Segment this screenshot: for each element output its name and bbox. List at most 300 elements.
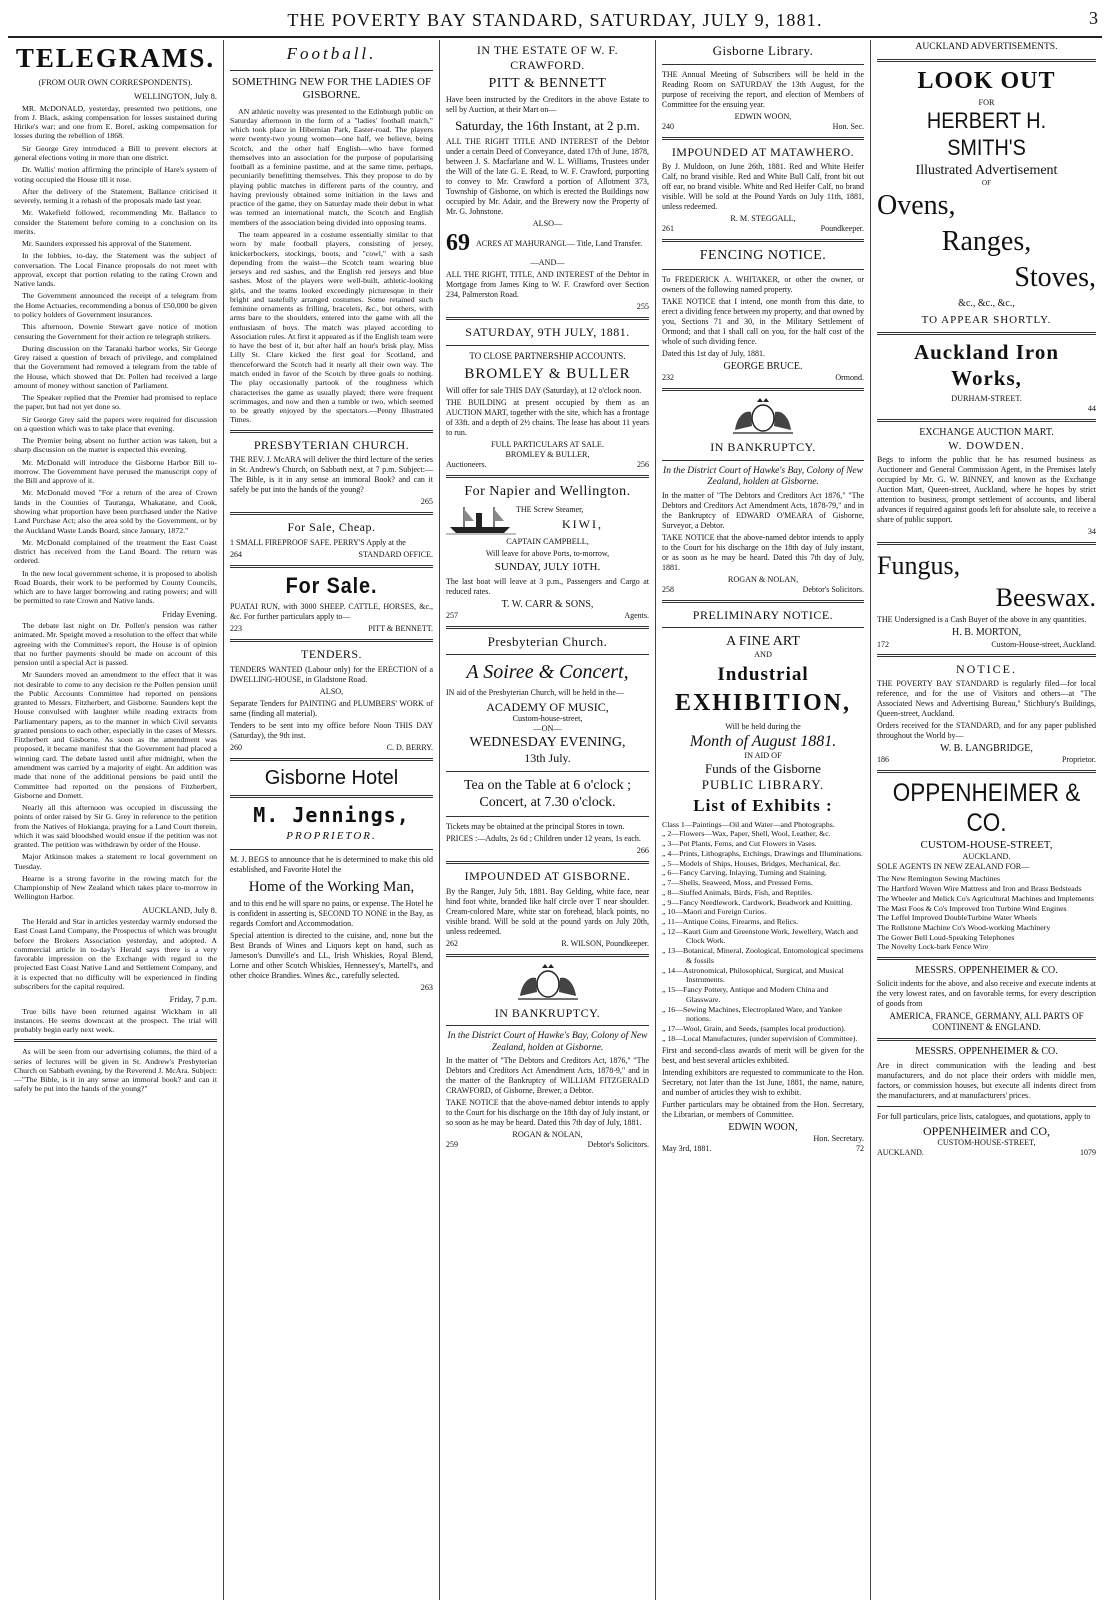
notice-footer [877,755,1096,765]
exhibition-sign: EDWIN WOON, [728,1121,798,1133]
divider [877,957,1096,960]
impound-gisborne-body: By the Ranger, July 5th, 1881. Bay Gelding, white face, near hind foot white, branded like half circle over T near shoulder. Cream-colored Mare, white star on forehead, black points, no visible brand. Will be sold at the pound yards on July 20th, unless redeemed. [446,886,649,936]
ad-ref: 261 [662,224,674,234]
estate-acres [446,229,649,258]
fungus-name: H. B. MORTON, [952,627,1021,639]
soiree-body: IN aid of the Presbyterian Church, will be held in the— [446,687,624,697]
divider [446,317,649,320]
telegram-paras-4 [14,1007,217,1035]
smith-illus: Illustrated Advertisement [915,162,1058,178]
impound-role: Poundkeeper. [820,224,864,234]
paragraph: AN athletic novelty was presented to the Edinburgh public on Saturday afternoon in the form of a "ladies' football match," which took place in Hibernian Park, Easter-road. The players were twenty-two young women—one half, we believe, being Scotch, and the other half English—who have formed themselves into an association for the purpose of popularising football as a feminine pastime, and at the same time, perhaps, pecuniarily benefitting themselves. This they propose to do by playing public matches in different parts of the country, and having previously obtained some initiation in the laws and practice of the game, they on Saturday made their debut in what was termed an international match, the Scotch and English members of the association being divided into opposing teams. [230,106,433,227]
oppenheimer-countries: AMERICA, FRANCE, GERMANY, ALL PARTS OF CONTINENT & ENGLAND. [889,1011,1084,1033]
royal-crest-icon [662,396,864,436]
hotel-body-2: Special attention is directed to the cuisine, and, none but the Best Brands of Wines and Liquors kept on hand, such as Jameson's Dunville's and LL, Irish Whiskies, Royal Blend, Lorne and other Scotch Whiskies, Hennessey's, Martell's, and other choice Brandies. Wines &c., carefully selected. [230,931,433,981]
paragraph: Mr. McDonald moved "For a return of the area of Crown lands in the Counties of Tauranga, Whakatane, and Cook, showing what proportion have been purchased under the Native Land Purchase Act; also the area sold by the Government, or by the Auckland Waste Lands Board, since January, 1872." [14,488,217,535]
ironworks-street: DURHAM-STREET. [951,394,1022,404]
ad-ref: 232 [662,373,674,383]
column-2 [224,40,440,1600]
forsale-body: PUATAI RUN, with 3000 SHEEP. CATTLE, HORSES, &c., &c. For further particulars apply to— [230,602,433,622]
oppenheimer-sign: OPPENHEIMER and CO, [922,1123,1050,1138]
smith-look: LOOK OUT [917,67,1056,94]
hotel-owner: M. Jennings, [253,802,410,827]
list-item: „ 17—Wool, Grain, and Seeds, (samples local production). [662,1024,846,1034]
ad-ref: 263 [420,983,433,993]
soiree-tickets: Tickets may be obtained at the principal Stores in town. [446,822,625,832]
napier-agent: T. W. CARR & SONS, [501,598,594,610]
hotel-tagline: Home of the Working Man, [248,878,415,895]
ad-signed: R. WILSON, Poundkeeper. [561,938,649,948]
oppenheimer-city-2: AUCKLAND. [877,1148,924,1158]
exhibition-prelim: PRELIMINARY NOTICE. [692,607,834,622]
exhibition-funds: Funds of the Gisborne [705,761,821,777]
list-item: „ 14—Astronomical, Philosophical, Surgical, and Musical Instruments. [662,965,844,985]
divider [230,849,433,850]
column-telegrams [8,40,224,1600]
paragraph: Mr. McDonald will introduce the Gisborne Harbor Bill to-morrow. The Government have perused the manuscript copy of the Bill and approve of it. [14,457,217,486]
hotel-role: PROPRIETOR. [286,830,377,843]
divider [446,1025,649,1026]
impound-matawhero-footer [662,224,864,234]
paragraph: Major Atkinson makes a statement re local government on Tuesday. [14,852,217,871]
forsale-cheap-footer [230,550,433,560]
library-sign: EDWIN WOON, [734,111,792,121]
paragraph: The Speaker replied that the Premier had promised to replace the paper, but had not yet done so. [14,393,217,412]
list-item: „ 2—Flowers—Wax, Paper, Shell, Wool, Leather, &c. [662,829,831,839]
divider [446,626,649,629]
list-item: The Hartford Woven Wire Mattress and Iron and Brass Bedsteads [877,884,1082,894]
paragraph: Nearly all this afternoon was occupied in discussing the points of order raised by Sir G. Grey in reference to the petition from the Natives of Hokianga, praying for a Land Court therein, which it was said bloodshed would ensue if the petition was not granted. The petition was withdrawn by order of the House. [14,803,217,850]
oppenheimer-title: OPPENHEIMER & CO. [892,778,1081,838]
divider [662,239,864,242]
football-article [230,107,433,425]
smith-ovens: Ovens, [877,190,956,222]
divider [446,475,649,478]
smith-of: OF [982,178,991,187]
list-item: Class 1—Paintings—Oil and Water—and Photographs. [662,819,835,829]
divider [877,1106,1096,1107]
oppenheimer-messrs-2: MESSRS. OPPENHEIMER & CO. [915,1046,1058,1058]
telegrams-heading: TELEGRAMS. [15,43,216,73]
dateline: Friday Evening. [162,608,217,619]
tenders-title: TENDERS. [301,647,362,662]
soiree-prices: PRICES :—Adults, 2s 6d ; Children under 12 years, 1s each. [446,834,641,844]
bromley-close: TO CLOSE PARTNERSHIP ACCOUNTS. [469,351,626,362]
oppenheimer-city: AUCKLAND. [962,852,1011,862]
divider [230,758,433,761]
football-subtitle: SOMETHING NEW FOR THE LADIES OF GISBORNE. [231,75,432,102]
fencing-footer [662,373,864,383]
soiree-venue: ACADEMY OF MUSIC, [486,699,609,714]
divider [446,816,649,817]
divider [877,419,1096,422]
list-item: „ 9—Fancy Needlework, Cardwork, Beadwork and Knitting. [662,897,853,907]
notice-name: W. B. LANGBRIDGE, [940,742,1033,754]
soiree-day: WEDNESDAY EVENING, [469,735,626,751]
divider [446,654,649,655]
ad-ref: 259 [446,1140,458,1150]
telegram-paras-1 [14,104,217,606]
oppenheimer-items [877,874,1096,952]
bankruptcy-role: Debtor's Solicitors. [802,584,864,594]
oppenheimer-messrs-1: MESSRS. OPPENHEIMER & CO. [915,965,1058,977]
bankruptcy-role: Debtor's Solicitors. [587,1140,649,1150]
estate-firm: PITT & BENNETT [488,76,607,92]
divider [662,627,864,628]
ad-ref: 223 [230,624,242,634]
paragraph: The debate last night on Dr. Pollen's pension was rather animated. Mr. Speight moved a resolution to the effect that while agreeing with the Committee's report, the House is of opinion that no further payments should be made on account of this pension until a special Act is passed. [14,621,217,668]
divider [877,770,1096,773]
column-3 [440,40,656,1600]
divider [877,542,1096,545]
list-item: The Wheeler and Melick Co's Agricultural Machines and Implements [877,893,1094,903]
lecture-notice: As will be seen from our advertising columns, the third of a series of lectures will be given in St. Andrew's Presbyterian Church on Sabbath evening, by the Reverend J. McAra. Subject:—"The Bible, is it in any sense an immoral book? and can it safely be put into the hands of the young?" [14,1047,217,1094]
ad-ref: 266 [636,846,649,856]
exhibition-and: AND [754,650,772,660]
bankruptcy-footer [662,585,864,595]
ad-ref: 257 [446,610,458,620]
napier-captain: CAPTAIN CAMPBELL, [506,537,589,547]
divider [662,600,864,603]
napier-role: Agents. [624,610,649,620]
acres-text: ACRES AT MAHURANGI.— Title, Land Transfer. [476,238,643,248]
oppenheimer-footer [877,1148,1096,1158]
ad-ref: 72 [856,1143,864,1153]
hotel-title: Gisborne Hotel [264,766,399,789]
bankruptcy-court: In the District Court of Hawke's Bay, Colony of New Zealand, holden at Gisborne. [447,1031,648,1053]
notice-title: NOTICE. [956,662,1017,677]
exchange-body: Begs to inform the public that he has resumed business as Auctioneer and General Commission Agent, in the Premises lately occupied by Mr. G. W. BINNEY, and known as the Exchange Auction Mart, Queen-street, Auckland, where he hopes by strict attention to business, prompt settlement of accounts, and liberal advances if required against goods left for absolute sale, to receive a share of public support. [877,454,1096,524]
divider [662,460,864,461]
church-ad-title: PRESBYTERIAN CHURCH. [253,437,410,452]
exhibition-month: Month of August 1881. [689,732,837,750]
estate-date: Saturday, the 16th Instant, at 2 p.m. [455,118,640,134]
steamer-icon [446,503,516,537]
oppenheimer-body-1: Solicit indents for the above, and also receive and execute indents at the very lowest rates, and on favorable terms, for every description of goods from [877,979,1096,1009]
forsale-title: For Sale. [285,572,378,598]
soiree-headline: A Soiree & Concert, [466,661,629,684]
bromley-date: SATURDAY, 9TH JULY, 1881. [465,325,630,340]
fungus-title: Fungus, [877,550,961,580]
paragraph: This afternoon, Downie Stewart gave notice of motion censuring the Government for their action re telegraph strikers. [14,322,217,341]
exhibition-held: Will be held during the [725,721,801,731]
bromley-body: THE BUILDING at present occupied by them as an AUCTION MART, together with the site, which has a frontage of 33ft. and a depth of 2½ chains. The lease has about 11 years to run. [446,398,649,438]
bankruptcy-body: In the matter of "The Debtors and Creditors Act, 1876," "The Debtors and Creditors Act Amendment Acts, 1878-9," and in the matter of the Bankruptcy of WILLIAM FITZGERALD CRAWFORD, of Gisborne, Brewer, a Debtor. [446,1056,649,1096]
paragraph: True bills have been returned against Wickham in all instances. He seems downcast at the prospect. The trial will probably begin early next week. [14,1006,217,1035]
divider [877,332,1096,335]
soiree-concert: Concert, at 7.30 o'clock. [479,795,616,811]
notice-orders: Orders received for the STANDARD, and for any paper published throughout the World by— [877,720,1096,740]
masthead-rule [8,36,1102,38]
impound-gisborne-footer [446,939,649,949]
estate-body-1: ALL THE RIGHT TITLE AND INTEREST of the Debtor under a certain Deed of Conveyance, dated 17th of June, 1878, between J. S. Macfarlane and W. L. Williams, Trustees under the Will of the late G. E. Read, to W. F. Crawford, purporting to convey to Mr. Crawford a portion of Allotment 373, Township of Gisborne, on which is erected the Buildings now occupied by Mr. Adair, and the Brewery now the Property of Mr. G. Johnstone. [446,137,649,217]
soiree-tea: Tea on the Table at 6 o'clock ; [463,778,632,794]
soiree-street: Custom-house-street, [512,714,583,724]
telegrams-subheading: (FROM OUR OWN CORRESPONDENTS). [38,76,193,87]
paragraph: Mr. McDonald complained of the treatment the East Coast district has received from the Land Board. The return was ordered. [14,537,217,566]
napier-title: For Napier and Wellington. [464,484,631,500]
steamer-block [446,503,649,537]
oppenheimer-body-2: Are in direct communication with the leading and best manufacturers, and do not place their orders with middle men, factors, or commission houses, but execute all indents direct from the manufacturers, and at manufacturers' prices. [877,1060,1096,1100]
library-role: Hon. Sec. [832,121,864,131]
bankruptcy-court: In the District Court of Hawke's Bay, Colony of New Zealand, holden at Gisborne. [663,465,863,488]
bankruptcy-sign: ROGAN & NOLAN, [512,1130,583,1140]
napier-day: SUNDAY, JULY 10TH. [494,561,601,574]
fencing-place: Ormond. [835,373,864,383]
exhibition-word: EXHIBITION, [674,690,852,717]
list-item: „ 7—Shells, Seaweed, Moss, and Pressed Ferns. [662,878,813,888]
forsale-footer [230,624,433,634]
exchange-name: W. DOWDEN. [948,439,1025,452]
divider [446,861,649,864]
impound-matawhero-body: By J. Muldoon, on June 26th, 1881. Red and White Heifer Calf, no brand visible. Red and White Bull Calf, front bit out off ear, no brand visible. White and Red Heifer Calf, no brand visible. Will be sold at the Pound Yards on July 11th, 1881, unless redeemed. [662,162,864,212]
divider [662,64,864,65]
ad-ref: 1079 [1080,1148,1096,1158]
fencing-body: TAKE NOTICE that I intend, one month from this date, to erect a dividing fence between my property, and that owned by you, Sections 71 and 30, in the Military Settlement of Ormond; and that I shall call on you, for the half cost of the whole of such dividing fence. [662,297,864,347]
divider [662,388,864,391]
list-item: „ 4—Prints, Lithographs, Etchings, Drawings and Illuminations. [662,848,863,858]
exhibition-list-title: List of Exhibits : [693,795,833,815]
smith-stoves: Stoves, [1014,262,1096,294]
fungus-body: THE Undersigned is a Cash Buyer of the above in any quantities. [877,615,1087,625]
ad-ref: 264 [230,549,242,559]
paragraph: After the delivery of the Statement, Ballance criticised it severely, terming it a rehash of the proposals made last year. [14,186,217,206]
estate-body-2: ALL THE RIGHT, TITLE, AND INTEREST of the Debtor in Mortgage from James King to W. F. Crawford over Section 234, Palmerston Road. [446,270,649,300]
smith-etc: &c., &c., &c., [958,297,1015,309]
tenders-body-1: TENDERS WANTED (Labour only) for the ERECTION of a DWELLING-HOUSE, in Gladstone Road. [230,664,433,684]
paragraph: The team appeared in a costume essentially similar to that worn by male football players, consisting of jersey, knickerbockers, stockings, boots, and "cowl," with a sash depending from the waist—the Scotch team wearing blue jerseys and red sashes, and the English red jerseys and blue sashes. Most of the players were well-built, athletic-looking girls, and the teams looked exceedingly picturesque in their bright and tastefully arranged costumes. Some retained such feminine ornaments as frilling, bracelets, &c., but others, with arms bare to the shoulders, entered into the game with all the enthusiasm of boys. The match was played according to Association rules. At first it appeared as if the English team were to have the best of it, but after half an hour's brisk play, Miss Lilly St. Clare kicked the first goal for Scotland, and thenceforward the Scotch had it nearly all their own way. The match ended in favor of the Scotch by three goals to nothing. The play occasionally partook of the roughness which characterises the game as usually played; there were frequent scrimmages, and now and then a tumble or two, which seemed to be greatly enjoyed by the spectators.—Penny Illustrated Times. [230,230,433,425]
smith-name: HERBERT H. SMITH'S [926,107,1047,160]
list-item: „ 13—Botanical, Mineral, Zoological, Entomological specimens & fossils [662,946,864,965]
impound-gisborne-title: IMPOUNDED AT GISBORNE. [464,869,631,884]
smith-ranges: Ranges, [941,226,1032,258]
royal-crest-icon [446,962,649,1002]
divider [662,269,864,270]
soiree-date: 13th July. [524,751,571,766]
divider [230,565,433,568]
divider [877,59,1096,62]
column-auckland [871,40,1102,1600]
smith-appear: TO APPEAR SHORTLY. [921,313,1052,326]
napier-note: The last boat will leave at 3 p.m., Passengers and Cargo at reduced rates. [446,576,649,596]
fungus-addr: Custom-House-street, Auckland. [991,639,1096,649]
dateline: WELLINGTON, July 8. [134,91,217,102]
auckland-header: AUCKLAND ADVERTISEMENTS. [915,42,1058,52]
ad-ref: 240 [662,121,674,131]
divider [446,771,649,772]
library-footer [662,122,864,132]
library-body: THE Annual Meeting of Subscribers will be held in the Reading Room on SATURDAY the 13th August, for the purpose of receiving the report, and election of Members of Committee for the ensuing year. [662,69,864,109]
ad-ref: 34 [1087,526,1096,536]
ironworks-title: Auckland Iron Works, [913,340,1060,390]
divider [877,654,1096,657]
ad-ref: 255 [636,302,649,312]
bankruptcy-title: IN BANKRUPTCY. [710,440,816,454]
list-item: „ 12—Kauri Gum and Greenstone Work, Jewellery, Watch and Clock Work. [662,926,858,946]
acres-number: 69 [446,230,470,257]
divider [662,137,864,140]
divider [230,795,433,798]
bromley-role: Auctioneers. [446,460,487,470]
paragraph: Sir George Grey introduced a Bill to prevent electors at general elections voting in more than one district. [14,143,217,162]
exhibition-fine: A FINE ART [726,634,800,650]
paragraph: Hearne is a strong favorite in the rowing match for the Championship of New Zealand which takes place to-morrow in Wellington Harbor. [14,873,217,902]
exhibition-library: PUBLIC LIBRARY. [701,777,825,793]
smith-for: FOR [978,97,995,107]
paragraph: Dr. Wallis' motion affirming the principle of Hare's system of voting occupied the House till it rose. [14,165,217,184]
telegram-paras-3 [14,917,217,991]
masthead-title: THE POVERTY BAY STANDARD, SATURDAY, JULY 9, 1881. [287,9,823,30]
paragraph: MR. McDONALD, yesterday, presented two petitions, one from J. Black, asking compensation for losses sustained during Hirike's war; and one from E. Borel, asking compensation for losses during the rebellion of 1868. [14,103,217,141]
exhibition-aid: IN AID OF [744,751,782,761]
notice-role: Proprietor. [1062,755,1096,765]
bromley-intro: Will offer for sale THIS DAY (Saturday), at 12 o'clock noon. [446,386,642,396]
bankruptcy-sign: ROGAN & NOLAN, [727,574,799,584]
list-item: „ 10—Maori and Foreign Curios. [662,907,767,917]
paragraph: Sir George Grey said the papers were required for discussion on a question which was to take place that evening. [14,414,217,433]
paragraph: The Government announced the receipt of a telegram from the Home Actuaries, recommending a bonus of £50,000 be given to policy holders of Government insurances. [14,291,217,319]
fencing-to: To FREDERICK A. WHITAKER, or other the owner, or owners of the following named property. [662,275,864,295]
ad-ref: 258 [662,584,674,594]
list-item: „ 5—Models of Ships, Houses, Bridges, Mechanical, &c. [662,858,841,868]
paragraph: During discussion on the Taranaki harbor works, Sir George Grey raised a question of breach of privilege, and complained that the Government had removed a telegram from the table of the House, which showed that Dr. Pollen had received a large amount of money without sanction of Parliament. [14,343,217,390]
ad-office: STANDARD OFFICE. [358,549,433,559]
napier-ship: KIWI, [562,517,603,532]
estate-also: ALSO— [532,219,563,229]
bankruptcy-footer [446,1140,649,1150]
exhibition-footer [662,1144,864,1154]
list-item: „ 3—Pot Plants, Ferns, and Cut Flowers in Vases. [662,839,817,849]
beeswax-title: Beeswax. [995,582,1096,612]
ad-ref: 260 [230,742,242,752]
impound-matawhero-title: IMPOUNDED AT MATAWHERO. [671,144,855,159]
paragraph: Mr Saunders moved an amendment to the effect that it was not desirable to come to any decision re the Pollen pension until the Public Accounts Committee had reported on pensions granted to Messrs. Fitzherbert, and Gisborne. Saunders kept the House convulsed with laughter while reading extracts from Parliamentary papers, as to the manner in which Civil servants granted pensions to each other, especially in the cases of Messrs. Fitzherbert and Gisborne. As soon as the amendment was proposed, it became manifest that the Government had placed a winning card. The debate lasted until after midnight, when the amendment was carried by a majority of eight. An addition was made that none of the additional pensions be paid until the Committee had reported on the pensions of Fitzherbert, Gisborne and Domett. [14,670,217,800]
exhibition-foot-2: Intending exhibitors are requested to communicate to the Hon. Secretary, not later than the 1st June, 1881, the name, nature, and number of articles they wish to exhibit. [662,1067,864,1097]
notice-body: THE POVERTY BAY STANDARD is regularly filed—for local reference, and for the use of Visitors and others—at "The Associated News and Advertising Bureau," Stichbury's Buildings, Queen-street, Auckland. [877,678,1096,718]
dateline: Friday, 7 p.m. [169,994,217,1005]
list-item: The Novelty Lock-bark Fence Wire [877,942,989,952]
ad-ref: 256 [637,460,649,470]
oppenheimer-agents: SOLE AGENTS IN NEW ZEALAND FOR— [877,862,1030,872]
list-item: „ 15—Fancy Pottery, Antique and Modern China and Glassware. [662,985,829,1004]
oppenheimer-addr: CUSTOM-HOUSE-STREET, [937,1138,1036,1148]
divider [877,1038,1096,1041]
divider [230,512,433,515]
soiree-title: Presbyterian Church. [487,633,608,649]
bankruptcy-notice: TAKE NOTICE that the above-named debtor intends to apply to the Court for his discharge on the 18th day of July instant, or as soon as he may be heard. Dated this 7th day of July, 1881. [662,532,864,572]
ad-ref: 186 [877,755,889,765]
exhibition-foot-3: Further particulars may be obtained from the Hon. Secretary, the Librarian, or members of Committee. [662,1099,864,1119]
estate-intro: Have been instructed by the Creditors in the above Estate to sell by Auction, at their Mart on— [446,95,649,115]
fencing-dated: Dated this 1st day of July, 1881. [662,349,766,359]
paragraph: Mr. Wakefield followed, recommending Mr. Ballance to consider the Statement before coming to a conclusion on its merits. [14,208,217,236]
paragraph: In the new local government scheme, it is proposed to abolish Road Boards, their work to be performed by County Councils, which are to have larger borrowing and rating powers; and will be permitted to rate Crown and Native lands. [14,568,217,606]
list-item: „ 8—Stuffed Animals, Birds, Fish, and Reptiles. [662,887,813,897]
exhibition-industrial: Industrial [717,664,809,686]
church-ad-body: THE REV. J. McARA will deliver the third lecture of the series in St. Andrew's Church, on Sabbath next, at 7 p.m. Subject:—The Bible, is it in any sense an immoral Book? and can it safely be put into the hands of the young? [230,455,433,495]
divider [230,70,433,71]
forsale-cheap-body: 1 SMALL FIREPROOF SAFE. PERRY'S Apply at the [230,537,406,547]
oppenheimer-body-3: For full particulars, price lists, catalogues, and quotations, apply to [877,1111,1091,1121]
hotel-body-1: and to this end he will spare no pains, or expense. The Hotel he is confident in asserting is, SECOND TO NONE in the Bay, as regards Comfort and Accommodation. [230,899,433,929]
exhibit-list [662,820,864,1044]
list-item: „ 16—Sewing Machines, Electroplated Ware, and Yankee notions. [662,1004,843,1024]
soiree-on: —ON— [533,724,562,734]
bankruptcy-title: IN BANKRUPTCY. [494,1005,601,1020]
estate-and: —AND— [530,258,565,268]
ad-signed: C. D. BERRY. [386,742,433,752]
ad-agent: PITT & BENNETT. [368,624,433,634]
napier-body: Will leave for above Ports, to-morrow, [485,549,610,559]
tenders-body-2: Separate Tenders for PAINTING and PLUMBERS' WORK of same (finding all material). [230,698,433,718]
masthead [8,0,1102,40]
list-item: The Gower Bell Loud-Speaking Telephones [877,932,1015,942]
bromley-footer [446,460,649,470]
tenders-footer [230,743,433,753]
list-item: „ 18—Local Manufactures, (under supervision of Committee). [662,1033,858,1043]
exhibition-role: Hon. Secretary. [813,1133,864,1143]
list-item: „ 11—Antique Coins, Firearms, and Relics. [662,916,799,926]
impound-matawhero-sign: R. M. STEGGALL, [730,214,796,224]
list-item: The Mast Foos & Co's Improved Iron Turbine Wind Engines [877,903,1067,913]
divider [230,430,433,433]
bromley-sign: BROMLEY & BULLER, [505,450,590,460]
list-item: The Leffel Improved DoubleTurbine Water Wheels [877,913,1037,923]
telegram-paras-2 [14,621,217,902]
exchange-title: EXCHANGE AUCTION MART. [919,427,1054,439]
page-number: 3 [1089,8,1098,28]
ad-ref: 265 [420,497,433,507]
paragraph: Mr. Saunders expressed his approval of the Statement. [22,239,192,249]
napier-footer [446,611,649,621]
fungus-footer [877,640,1096,650]
list-item: The New Remington Sewing Machines [877,874,1000,884]
forsale-cheap-title: For Sale, Cheap. [287,520,376,535]
oppenheimer-street: CUSTOM-HOUSE-STREET, [920,838,1053,851]
fencing-sign: GEORGE BRUCE. [723,361,803,373]
bankruptcy-notice: TAKE NOTICE that the above-named debtor intends to apply to the Court for his discharge on the 18th day of July instant, or so soon as he may be heard. Dated this 7th day of July, 1881. [446,1098,649,1128]
paragraph: The Premier being absent no further action was taken, but a sharp discussion on the matter is expected this evening. [14,436,217,455]
tenders-body-3: Tenders to be sent into my office before Noon THIS DAY (Saturday), the 9th inst. [230,720,433,740]
divider [14,1039,217,1042]
estate-title: IN THE ESTATE OF W. F. CRAWFORD. [476,43,619,72]
exhibition-foot-1: First and second-class awards of merit will be given for the best, and best several articles exhibited. [662,1045,864,1065]
library-title: Gisborne Library. [712,43,814,58]
ad-ref: 172 [877,639,889,649]
columns [8,40,1102,1600]
column-4 [656,40,871,1600]
tenders-also: ALSO, [319,686,344,696]
ad-ref: 262 [446,938,458,948]
divider [230,639,433,642]
divider [446,954,649,957]
list-item: „ 6—Fancy Carving, Inlaying, Turning and Staining. [662,868,827,878]
fencing-title: FENCING NOTICE. [699,247,827,263]
football-title: Football. [286,44,377,63]
bankruptcy-body: In the matter of "The Debtors and Creditors Act 1876," "The Debtors and Creditors Act Amendment Acts, 1878-79," and in the Bankruptcy of EDWARD O'MEARA of Gisborne, Surveyor, a Debtor. [662,490,864,530]
bromley-firm: BROMLEY & BULLER [464,366,631,383]
exhibition-date: May 3rd, 1881. [662,1143,712,1153]
ad-ref: 44 [1087,404,1096,414]
hotel-intro: M. J. BEGS to announce that he is determined to make this old established, and Favorite Hotel the [230,854,433,874]
dateline: AUCKLAND, July 8. [142,904,217,915]
napier-line1: THE Screw Steamer, [516,505,584,515]
bromley-particulars: FULL PARTICULARS AT SALE. [491,440,604,450]
paragraph: The Herald and Star in articles yesterday warmly endorsed the East Coast Land Company, the Prospectus of which was brought before the Brokers Association yesterday, and adopted. A commercial article in to-day's Herald says there is a very favorable impression on the Exchange with regard to the projected East Coast Native Land and Settlement Company, and it is expected that no difficulty will be experienced in finding subscribers for the capital required. [14,917,217,991]
list-item: The Rollstone Machine Co's Wood-working Machinery [877,923,1051,932]
divider [446,345,649,346]
paragraph: In the lobbies, to-day, the Statement was the subject of conversation. The Local Finance proposals do not meet with approval, except that portion relating to the rating Crown and Native lands. [14,251,217,289]
